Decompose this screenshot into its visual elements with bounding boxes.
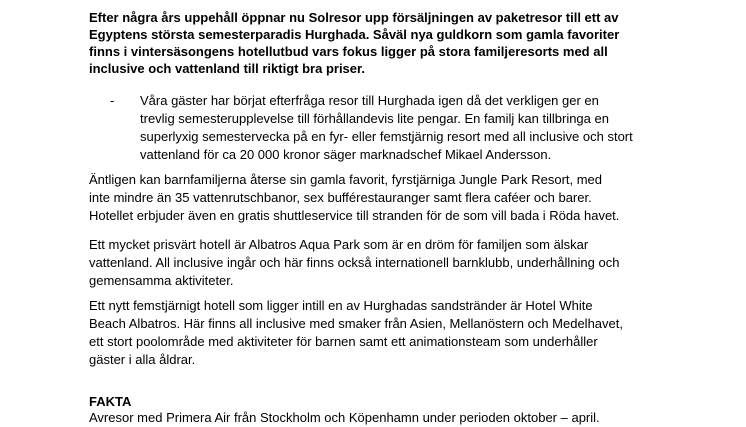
paragraph-line: Hotellet erbjuder även en gratis shuttleservice till stranden för de som vill bada i Röda havet. [89, 208, 620, 223]
bullet-line: Våra gäster har börjat efterfråga resor till Hurghada igen då det verkligen ger en [140, 93, 599, 108]
lead-line: inclusive och vattenland till riktigt bra priser. [89, 61, 365, 76]
paragraph-line: vattenland. All inclusive ingår och här finns också internationell barnklubb, underhållning och [89, 255, 620, 270]
paragraph-jungle-park [89, 171, 619, 225]
bullet-line: vattenland för ca 20 000 kronor säger marknadschef Mikael Andersson. [140, 147, 552, 162]
paragraph-albatros-aqua-park [89, 236, 619, 290]
paragraph-line: Beach Albatros. Här finns all inclusive med smaker från Asien, Mellanöstern och Medelhavet, [89, 316, 623, 331]
bullet-marker: - [110, 93, 115, 108]
paragraph-line: Ett mycket prisvärt hotell är Albatros Aqua Park som är en dröm för familjen som älskar [89, 237, 589, 252]
bullet-quote [140, 92, 633, 164]
paragraph-line: gäster i alla åldrar. [89, 352, 196, 367]
lead-line: Efter några års uppehåll öppnar nu Solresor upp försäljningen av paketresor till ett av [89, 10, 619, 25]
paragraph-line: ett stort poolområde med aktiviteter för barnen samt ett animationsteam som underhåller [89, 334, 598, 349]
lead-line: Egyptens största semesterparadis Hurghada. Såväl nya guldkorn som gamla favoriter [89, 27, 620, 42]
paragraph-line: gemensamma aktiviteter. [89, 273, 234, 288]
paragraph-line: inte mindre än 35 vattenrutschbanor, sex bufférestauranger samt flera caféer och barer. [89, 190, 592, 205]
paragraph-white-beach [89, 297, 623, 369]
fakta-heading: FAKTA [89, 394, 132, 409]
paragraph-line: Ett nytt femstjärnigt hotell som ligger intill en av Hurghadas sandstränder är Hotel White [89, 298, 593, 313]
bullet-line: trevlig semesterupplevelse till förhållandevis lite pengar. En familj kan tillbringa en [140, 111, 609, 126]
lead-line: finns i vintersäsongens hotellutbud vars fokus ligger på stora familjeresorts med all [89, 44, 608, 59]
paragraph-line: Äntligen kan barnfamiljerna återse sin gamla favorit, fyrstjärniga Jungle Park Resort, med [89, 172, 603, 187]
bullet-line: superlyxig semestervecka på en fyr- eller femstjärnig resort med all inclusive och stort [140, 129, 633, 144]
lead-paragraph [89, 9, 689, 77]
fakta-text: Avresor med Primera Air från Stockholm och Köpenhamn under perioden oktober – april. [89, 410, 600, 425]
